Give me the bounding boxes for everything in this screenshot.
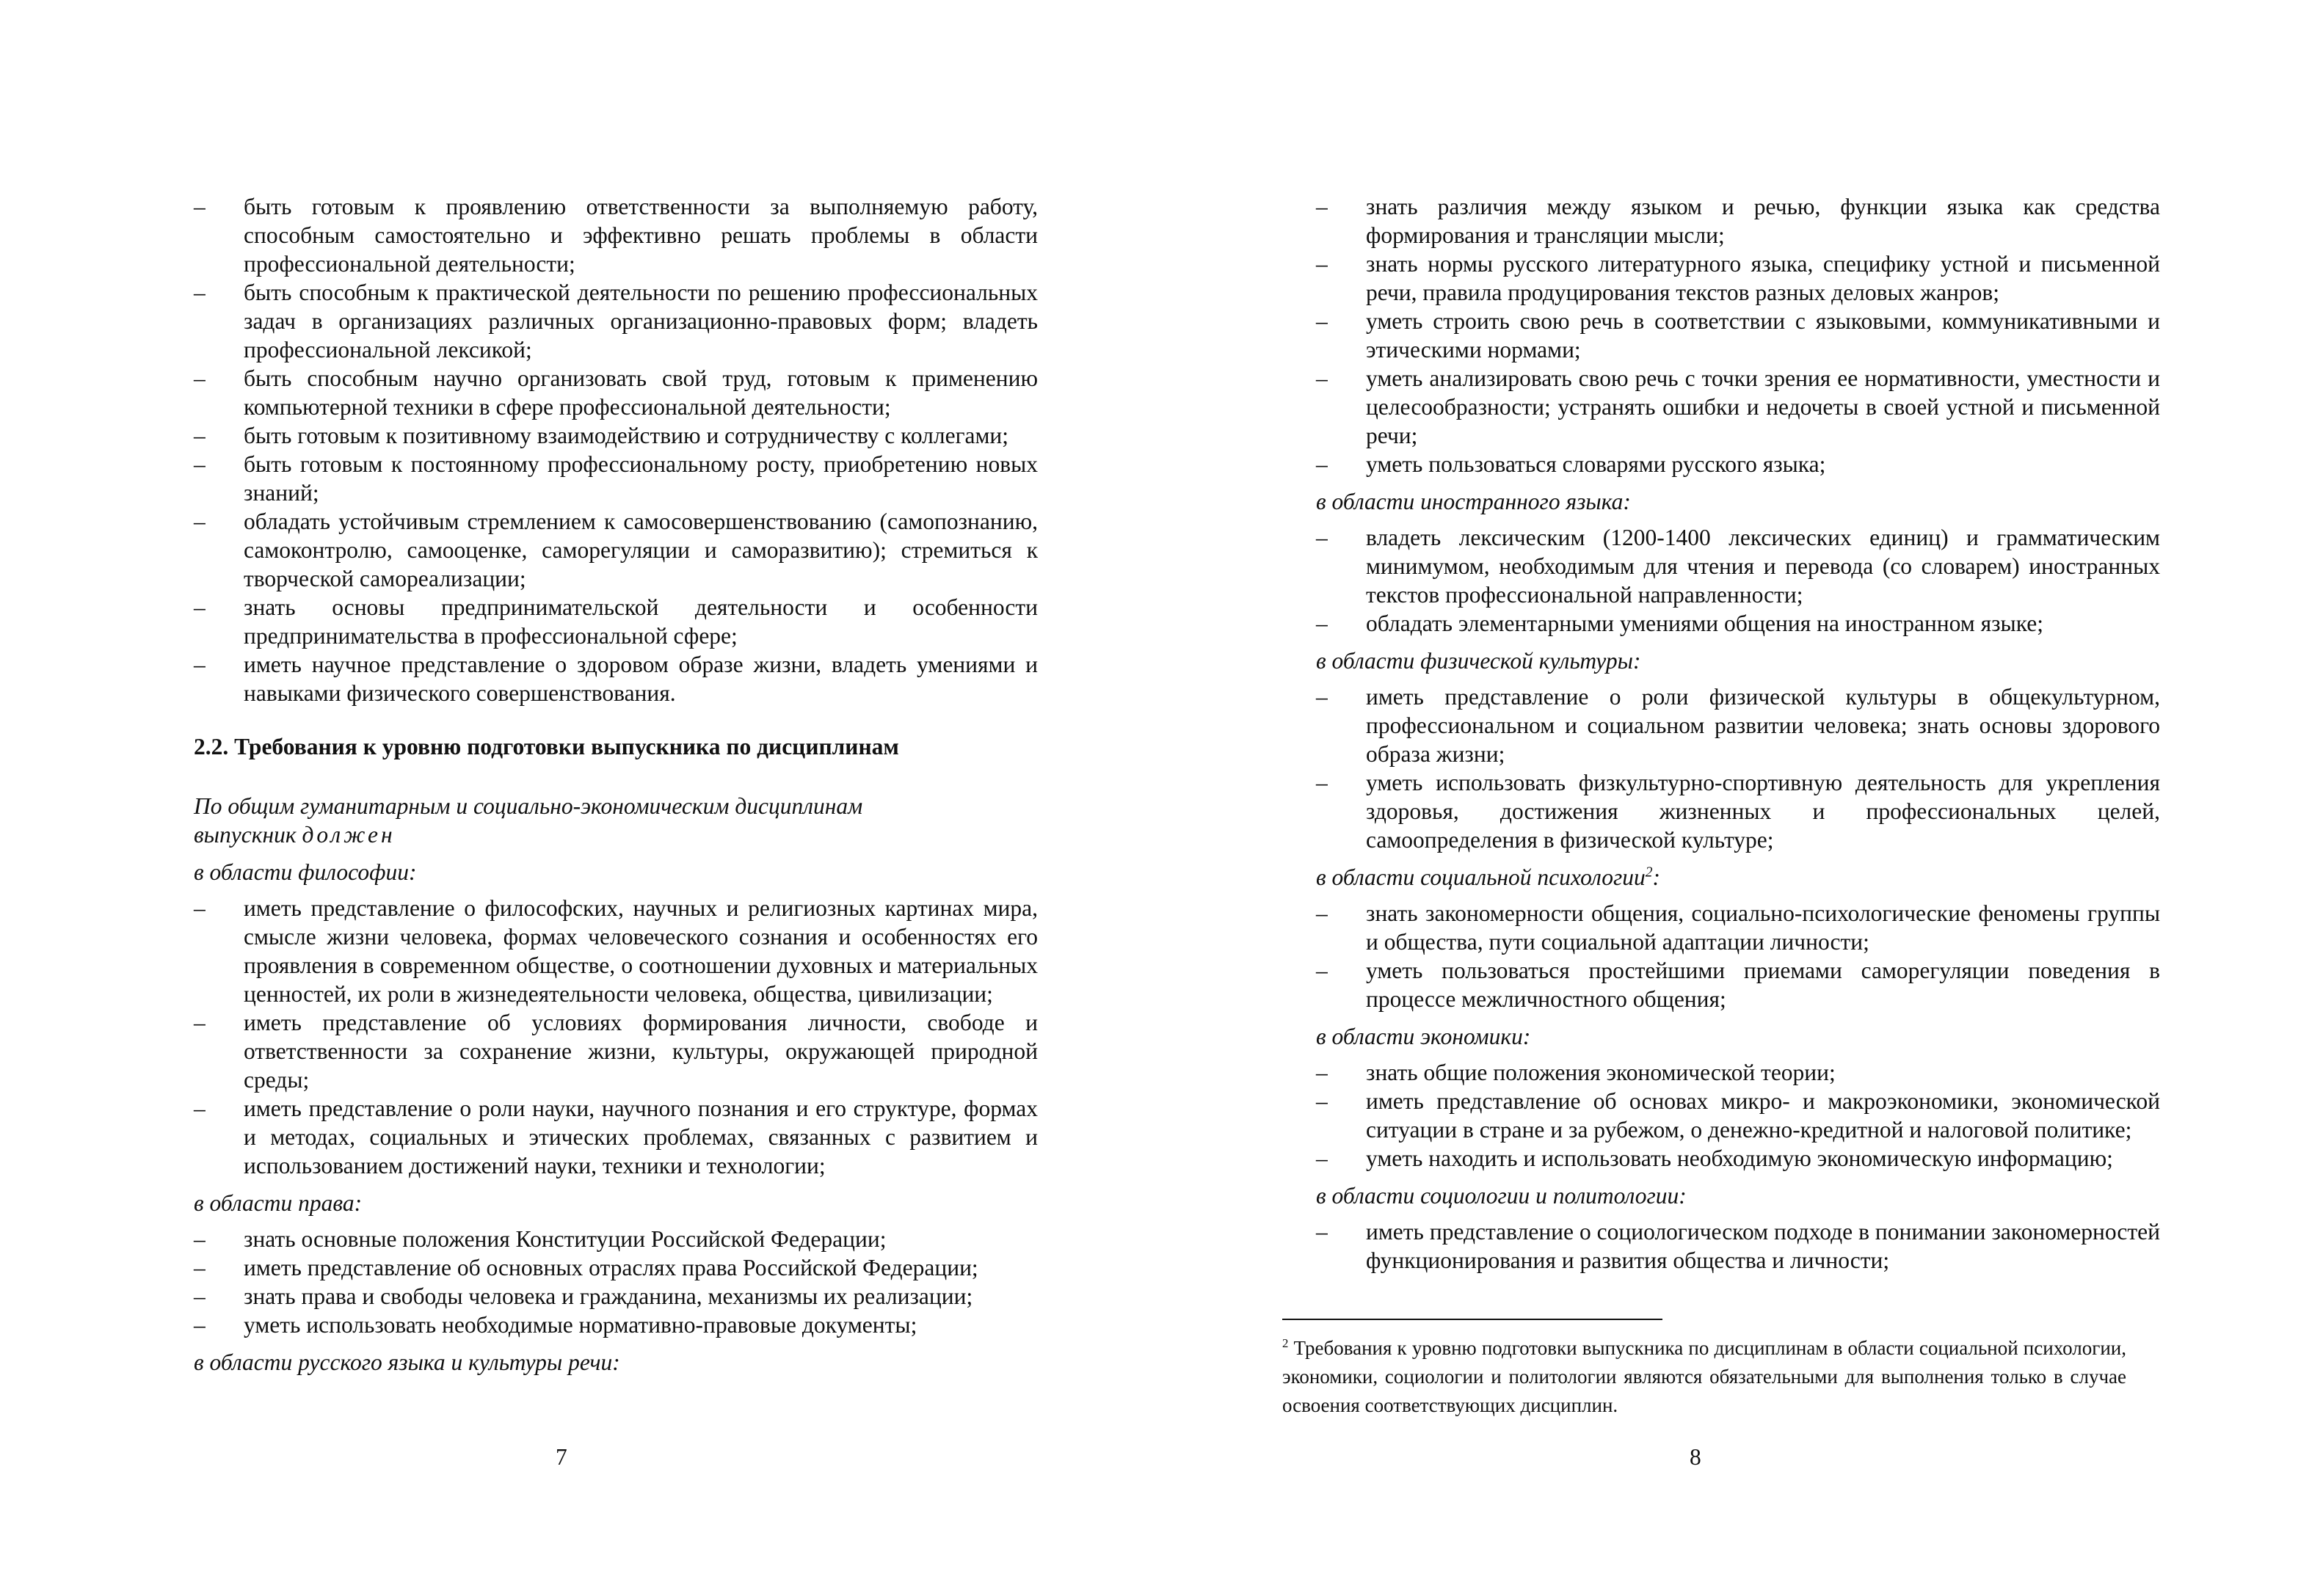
list-item: – иметь представление об основах микро- и макроэкономики, экономической ситуации в стране и за рубежом, о денежно-кредитной и налоговой политике; <box>1316 1087 2160 1144</box>
category-heading-physical: в области физической культуры: <box>1316 648 1641 674</box>
intro-prefix: выпускник <box>194 822 297 848</box>
law-list <box>194 1225 1038 1339</box>
list-item: – быть готовым к проявлению ответственности за выполняемую работу, способным самостоятельно и эффективно решать проблемы в области профессиональной деятельности; <box>194 192 1038 278</box>
footnote-text: Требования к уровню подготовки выпускника по дисциплинам в области социальной психологии, экономики, социологии и политологии являются обязательными для выполнения только в случае освоения соответствующих дисциплин. <box>1282 1337 2127 1416</box>
physical-list <box>1316 682 2160 854</box>
list-item: – знать закономерности общения, социально-психологические феномены группы и общества, пути социальной адаптации личности; <box>1316 899 2160 956</box>
section-intro <box>194 792 1038 849</box>
category-heading-philosophy: в области философии: <box>194 859 417 885</box>
list-item: – уметь использовать необходимые нормативно-правовые документы; <box>194 1311 1038 1339</box>
footnote <box>1282 1334 2126 1420</box>
economics-list <box>1316 1058 2160 1173</box>
list-item: – иметь представление об основных отраслях права Российской Федерации; <box>194 1253 1038 1282</box>
list-item: – иметь представление об условиях формирования личности, свободе и ответственности за сохранение жизни, культуры, окружающей природной среды; <box>194 1008 1038 1094</box>
foreign-list <box>1316 523 2160 638</box>
category-heading-foreign: в области иностранного языка: <box>1316 489 1631 514</box>
category-heading-economics: в области экономики: <box>1316 1024 1531 1049</box>
footnote-mark: 2 <box>1282 1336 1289 1350</box>
left-page-text <box>194 192 1038 1384</box>
list-item: – знать основные положения Конституции Российской Федерации; <box>194 1225 1038 1253</box>
list-item: – быть готовым к постоянному профессиональному росту, приобретению новых знаний; <box>194 450 1038 507</box>
category-heading-social-psychology <box>1316 863 2160 892</box>
right-page-text <box>1316 192 2160 1275</box>
list-item: – уметь использовать физкультурно-спортивную деятельность для укрепления здоровья, достижения жизненных и профессиональных целей, самоопределения в физической культуре; <box>1316 768 2160 854</box>
list-item: – быть способным научно организовать свой труд, готовым к применению компьютерной техники в сфере профессиональной деятельности; <box>194 364 1038 421</box>
list-item: – обладать устойчивым стремлением к самосовершенствованию (самопознанию, самоконтролю, самооценке, саморегуляции и саморазвитию); стремиться к творческой самореализации; <box>194 507 1038 593</box>
russian-list <box>1316 192 2160 478</box>
philosophy-list <box>194 894 1038 1180</box>
list-item: – уметь пользоваться простейшими приемами саморегуляции поведения в процессе межличностного общения; <box>1316 956 2160 1013</box>
social-psychology-list <box>1316 899 2160 1013</box>
heading-suffix: : <box>1652 864 1661 890</box>
list-item: – иметь представление о роли физической культуры в общекультурном, профессиональном и социальном развитии человека; знать основы здорового образа жизни; <box>1316 682 2160 768</box>
list-item: – иметь представление о философских, научных и религиозных картинах мира, смысле жизни человека, формах человеческого сознания и особенностях его проявления в современном обществе, о соотношении духовных и материальных ценностей, их роли в жизнедеятельности человека, общества, цивилизации; <box>194 894 1038 1008</box>
list-item: – быть способным к практической деятельности по решению профессиональных задач в организациях различных организационно-правовых форм; владеть профессиональной лексикой; <box>194 278 1038 364</box>
intro-line <box>194 820 1038 849</box>
section-title: 2.2. Требования к уровню подготовки выпускника по дисциплинам <box>194 734 899 759</box>
footnote-divider <box>1282 1319 1662 1320</box>
list-item: – иметь представление о социологическом подходе в понимании закономерностей функционирования и развития общества и личности; <box>1316 1217 2160 1275</box>
list-item: – знать нормы русского литературного языка, специфику устной и письменной речи, правила продуцирования текстов разных деловых жанров; <box>1316 249 2160 307</box>
list-item: – уметь строить свою речь в соответствии с языковыми, коммуникативными и этическими нормами; <box>1316 307 2160 364</box>
list-item: – знать различия между языком и речью, функции языка как средства формирования и трансляции мысли; <box>1316 192 2160 249</box>
list-item: – знать общие положения экономической теории; <box>1316 1058 2160 1087</box>
list-item: – знать права и свободы человека и гражданина, механизмы их реализации; <box>194 1282 1038 1311</box>
list-item: – иметь научное представление о здоровом образе жизни, владеть умениями и навыками физического совершенствования. <box>194 650 1038 707</box>
list-item: – обладать элементарными умениями общения на иностранном языке; <box>1316 609 2160 638</box>
category-heading-sociology: в области социологии и политологии: <box>1316 1183 1687 1209</box>
page-number: 8 <box>1690 1444 1701 1470</box>
heading-text: в области социальной психологии <box>1316 864 1646 890</box>
list-item: – иметь представление о роли науки, научного познания и его структуре, формах и методах, социальных и этических проблемах, связанных с развитием и использованием достижений науки, техники и технологии; <box>194 1094 1038 1180</box>
category-heading-law: в области права: <box>194 1190 363 1216</box>
sociology-list <box>1316 1217 2160 1275</box>
footnote-ref: 2 <box>1645 864 1653 881</box>
intro-emphasis: должен <box>302 822 396 848</box>
list-item: – быть готовым к позитивному взаимодействию и сотрудничеству с коллегами; <box>194 421 1038 450</box>
requirements-list <box>194 192 1038 707</box>
list-item: – владеть лексическим (1200-1400 лексических единиц) и грамматическим минимумом, необходимым для чтения и перевода (со словарем) иностранных текстов профессиональной направленности; <box>1316 523 2160 609</box>
list-item: – уметь находить и использовать необходимую экономическую информацию; <box>1316 1144 2160 1173</box>
page-number: 7 <box>556 1444 567 1470</box>
list-item: – уметь анализировать свою речь с точки зрения ее нормативности, уместности и целесообразности; устранять ошибки и недочеты в своей устной и письменной речи; <box>1316 364 2160 450</box>
category-heading-russian: в области русского языка и культуры речи: <box>194 1349 620 1375</box>
list-item: – уметь пользоваться словарями русского языка; <box>1316 450 2160 478</box>
list-item: – знать основы предпринимательской деятельности и особенности предпринимательства в профессиональной сфере; <box>194 593 1038 650</box>
intro-line: По общим гуманитарным и социально-экономическим дисциплинам <box>194 793 863 819</box>
